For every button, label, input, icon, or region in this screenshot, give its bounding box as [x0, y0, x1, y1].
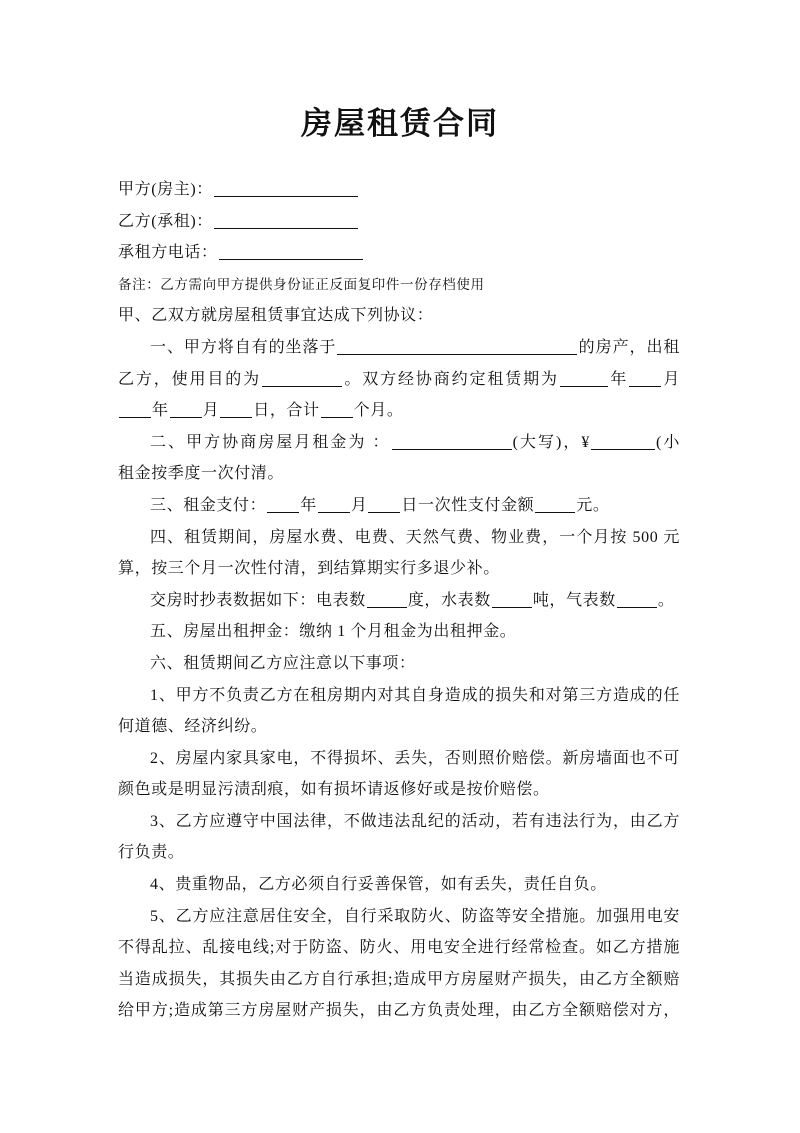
text-line	[118, 711, 680, 743]
text-line	[118, 364, 680, 396]
text-line	[118, 680, 680, 712]
text-segment: 月	[202, 402, 220, 420]
text-line	[118, 300, 680, 332]
text-segment: 5、乙方应注意居住安全，自行采取防火、防盗等安全措施。加强用电安	[150, 907, 680, 925]
fill-in-blank[interactable]	[337, 336, 577, 355]
document-title: 房屋租赁合同	[301, 106, 499, 141]
text-segment: 当造成损失，其损失由乙方自行承担;造成甲方房屋财产损失，由乙方全额赔	[118, 970, 680, 988]
text-line	[118, 490, 680, 522]
text-line	[118, 585, 680, 617]
text-segment: 何道德、经济纠纷。	[118, 718, 268, 736]
text-segment: 4、贵重物品，乙方必须自行妥善保管，如有丢失，责任自负。	[150, 876, 607, 894]
text-line	[118, 995, 680, 1027]
text-segment: 五、房屋出租押金：缴纳 1 个月租金为出租押金。	[150, 623, 517, 641]
text-segment: 不得乱拉、乱接电线;对于防盗、防火、用电安全进行经常检查。如乙方措施	[118, 939, 680, 957]
text-line	[118, 332, 680, 364]
text-segment: 算，按三个月一次性付清，到结算期实行多退少补。	[118, 560, 500, 578]
text-segment: 吨，气表数	[532, 591, 616, 609]
text-segment: 1、甲方不负责乙方在租房期内对其自身造成的损失和对第三方造成的任	[150, 686, 680, 704]
fill-in-blank[interactable]	[629, 368, 661, 387]
text-segment: 行负责。	[118, 844, 185, 862]
text-segment: 年	[152, 402, 169, 420]
fill-in-blank[interactable]	[367, 589, 407, 608]
text-line	[118, 932, 680, 964]
fill-in-blank[interactable]	[214, 178, 358, 197]
text-segment: 给甲方;造成第三方房屋财产损失，由乙方负责处理，由乙方全额赔偿对方，	[118, 1002, 680, 1020]
fill-in-blank[interactable]	[318, 494, 350, 513]
text-line	[118, 237, 680, 269]
text-line	[118, 458, 680, 490]
fill-in-blank[interactable]	[214, 210, 358, 229]
text-segment: 日，合计	[253, 402, 320, 420]
text-segment: 个月。	[353, 402, 404, 420]
text-line	[118, 837, 680, 869]
fill-in-blank[interactable]	[392, 431, 512, 450]
text-segment: 。	[657, 591, 675, 609]
fill-in-blank[interactable]	[220, 399, 252, 418]
text-line	[118, 774, 680, 806]
text-line	[118, 901, 680, 933]
text-segment: 六、租赁期间乙方应注意以下事项：	[150, 654, 416, 672]
text-segment: 三、租金支付：	[150, 496, 267, 514]
fill-in-blank[interactable]	[119, 399, 151, 418]
text-line	[118, 174, 680, 206]
text-line	[118, 806, 680, 838]
text-line	[118, 269, 680, 301]
text-segment: 四、租赁期间，房屋水费、电费、天然气费、物业费，一个月按 500 元	[150, 528, 680, 546]
fill-in-blank[interactable]	[219, 241, 363, 260]
text-segment: 3、乙方应遵守中国法律，不做违法乱纪的活动，若有违法行为，由乙方	[150, 812, 680, 830]
fill-in-blank[interactable]	[170, 399, 202, 418]
text-line	[118, 869, 680, 901]
text-segment: 乙方(承租)：	[118, 212, 213, 230]
text-line	[118, 648, 680, 680]
text-segment: 颜色或是明显污渍刮痕，如有损坏请返修好或是按价赔偿。	[118, 781, 550, 799]
text-line	[118, 395, 680, 427]
text-segment: 甲方(房主)：	[118, 181, 213, 198]
text-segment: 一、甲方将自有的坐落于	[150, 338, 337, 356]
text-line	[118, 427, 680, 459]
text-segment: 承租方电话：	[118, 244, 218, 262]
text-line	[118, 964, 680, 996]
fill-in-blank[interactable]	[262, 368, 342, 387]
text-segment: 年	[608, 370, 629, 388]
text-segment: (小	[656, 433, 680, 451]
text-segment: 年	[300, 496, 317, 514]
text-segment: 2、房屋内家具家电，不得损坏、丢失，否则照价赔偿。新房墙面也不可	[150, 749, 680, 767]
text-segment: 日一次性支付金额	[401, 496, 535, 514]
text-segment: 交房时抄表数据如下：电表数	[150, 591, 366, 609]
text-segment: 甲、乙双方就房屋租赁事宜达成下列协议：	[118, 307, 434, 325]
contract-body	[118, 174, 680, 1027]
text-line	[118, 206, 680, 238]
text-line	[118, 743, 680, 775]
text-segment: 。双方经协商约定租赁期为	[343, 370, 559, 388]
text-segment: 备注：乙方需向甲方提供身份证正反面复印件一份存档使用	[118, 276, 485, 292]
fill-in-blank[interactable]	[617, 589, 657, 608]
text-segment: 乙方，使用目的为	[118, 370, 262, 388]
text-segment: 月	[662, 370, 680, 388]
fill-in-blank[interactable]	[321, 399, 353, 418]
text-segment: 的房产，出租	[578, 338, 680, 356]
text-segment: 租金按季度一次付清。	[118, 465, 285, 483]
fill-in-blank[interactable]	[591, 431, 655, 450]
text-segment: (大写)，¥	[512, 433, 591, 451]
text-segment: 二、甲方协商房屋月租金为 ：	[150, 433, 391, 451]
fill-in-blank[interactable]	[368, 494, 400, 513]
fill-in-blank[interactable]	[535, 494, 575, 513]
text-line	[118, 553, 680, 585]
text-segment: 度，水表数	[407, 591, 491, 609]
fill-in-blank[interactable]	[267, 494, 299, 513]
text-line	[118, 522, 680, 554]
fill-in-blank[interactable]	[560, 368, 608, 387]
text-line	[118, 616, 680, 648]
text-segment: 月	[350, 496, 368, 514]
fill-in-blank[interactable]	[492, 589, 532, 608]
text-segment: 元。	[576, 496, 610, 514]
